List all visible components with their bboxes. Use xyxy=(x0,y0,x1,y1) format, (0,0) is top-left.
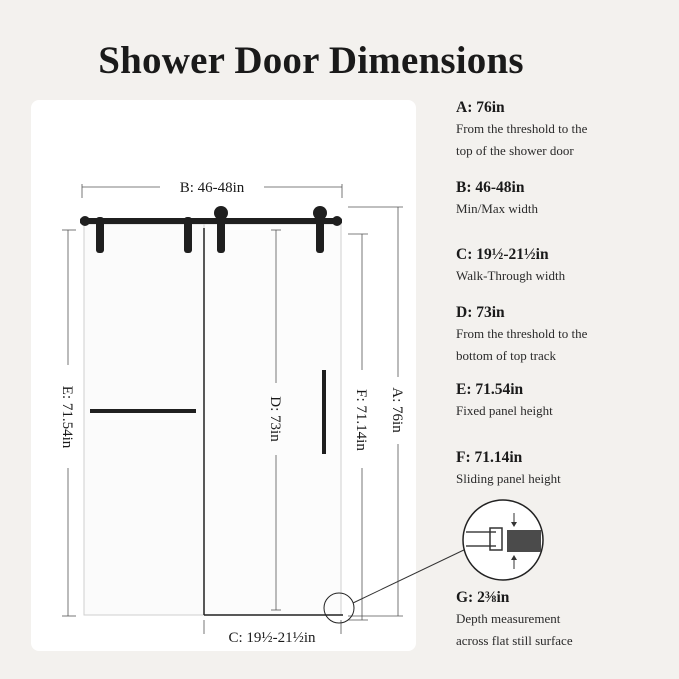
legend-item-g xyxy=(456,588,676,652)
legend-desc: Sliding panel height xyxy=(456,471,561,486)
detail-leader-line xyxy=(353,548,468,603)
door-handle xyxy=(322,370,326,454)
top-track xyxy=(80,218,342,224)
legend-item-a xyxy=(456,98,676,162)
legend-heading: B: 46-48in xyxy=(456,179,525,196)
roller-hanger-left xyxy=(217,213,225,253)
fixed-panel-clamp-right xyxy=(184,217,192,253)
legend-desc: bottom of top track xyxy=(456,348,557,363)
track-end-cap-left xyxy=(80,216,90,226)
page-title: Shower Door Dimensions xyxy=(98,39,524,82)
legend-item-e xyxy=(456,380,676,422)
legend-item-d xyxy=(456,303,676,367)
dim-label-f: F: 71.14in xyxy=(353,389,369,451)
legend-desc: top of the shower door xyxy=(456,143,574,158)
legend-desc: Walk-Through width xyxy=(456,268,566,283)
legend-heading: G: 2⅜in xyxy=(456,589,510,606)
legend-heading: F: 71.14in xyxy=(456,449,523,466)
legend-heading: D: 73in xyxy=(456,304,505,321)
dim-label-a: A: 76in xyxy=(389,387,405,433)
legend-heading: A: 76in xyxy=(456,99,505,116)
dim-label-b: B: 46-48in xyxy=(179,180,245,196)
legend-heading: C: 19½-21½in xyxy=(456,246,549,263)
track-end-cap-right xyxy=(332,216,342,226)
legend-heading: E: 71.54in xyxy=(456,381,524,398)
legend-desc: Min/Max width xyxy=(456,201,538,216)
towel-bar xyxy=(90,409,196,413)
legend-desc: Depth measurement xyxy=(456,611,561,626)
legend-item-f xyxy=(456,448,676,490)
roller-hanger-right xyxy=(316,213,324,253)
dim-label-d: D: 73in xyxy=(267,396,283,442)
legend-desc: Fixed panel height xyxy=(456,403,553,418)
legend-item-b xyxy=(456,178,676,220)
fixed-glass-panel xyxy=(84,224,204,615)
legend-item-c xyxy=(456,245,676,287)
fixed-panel-clamp-left xyxy=(96,217,104,253)
threshold-profile xyxy=(507,530,541,552)
legend-desc: across flat still surface xyxy=(456,633,573,648)
legend-desc: From the threshold to the xyxy=(456,326,588,341)
dim-label-e: E: 71.54in xyxy=(59,385,75,449)
dim-label-c: C: 19½-21½in xyxy=(228,630,316,646)
legend-desc: From the threshold to the xyxy=(456,121,588,136)
